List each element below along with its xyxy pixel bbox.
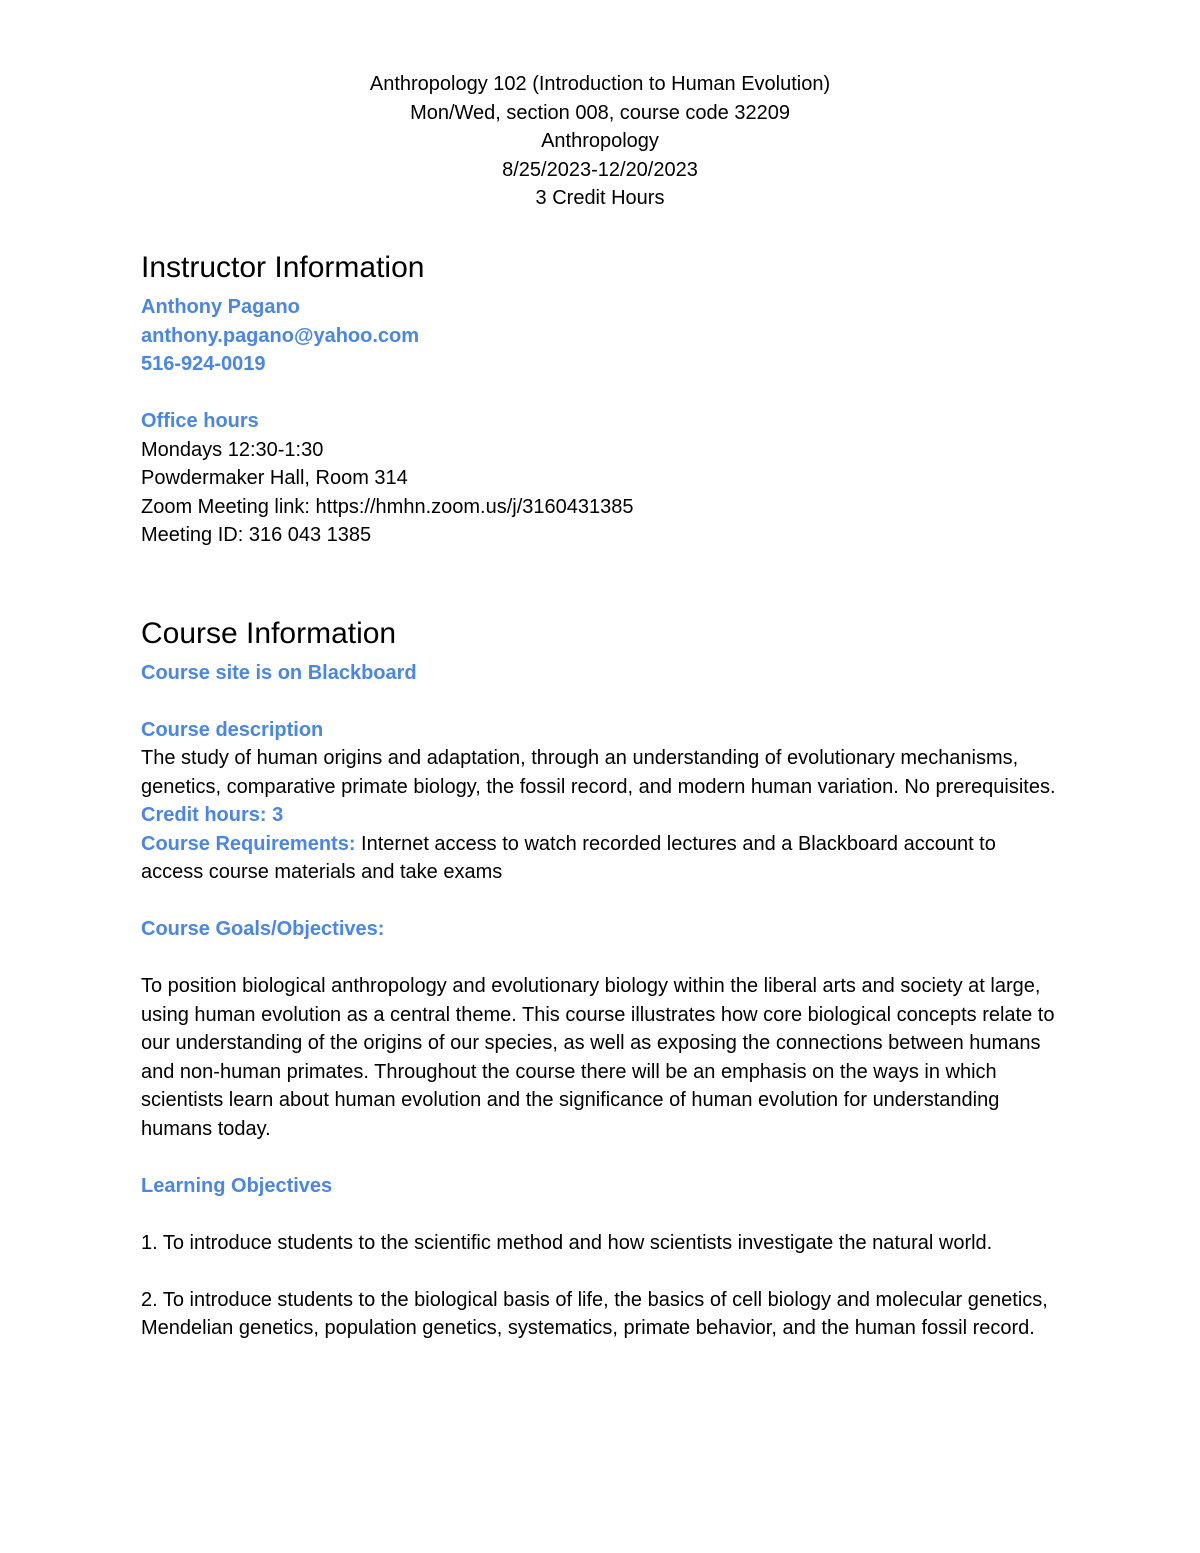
course-requirements	[141, 830, 1061, 887]
credit-hours-label: Credit hours: 3	[141, 804, 284, 826]
instructor-phone: 516-924-0019	[141, 353, 266, 375]
course-department: Anthropology	[541, 130, 659, 152]
course-title: Anthropology 102 (Introduction to Human Evolution)	[369, 73, 831, 95]
course-header	[0, 70, 1200, 213]
course-description-label: Course description	[141, 718, 324, 741]
learning-objectives-label: Learning Objectives	[141, 1174, 333, 1197]
learning-objective-item: 1. To introduce students to the scientific method and how scientists investigate the natural world.	[141, 1231, 993, 1254]
office-hours-time: Mondays 12:30-1:30	[141, 438, 324, 461]
course-goals-label: Course Goals/Objectives:	[141, 918, 385, 940]
course-dates: 8/25/2023-12/20/2023	[502, 158, 698, 181]
meeting-id: Meeting ID: 316 043 1385	[141, 524, 372, 546]
instructor-email[interactable]: anthony.pagano@yahoo.com	[141, 324, 420, 347]
course-section: Mon/Wed, section 008, course code 32209	[410, 101, 790, 124]
learning-objective-item: 2. To introduce students to the biological basis of life, the basics of cell biology and molecular genetics, Mendelian genetics, population genetics, systematics, primate behavior, and the human fossil record.	[141, 1288, 1048, 1339]
course-heading: Course Information	[141, 616, 397, 650]
instructor-heading: Instructor Information	[141, 251, 425, 284]
course-requirements-text: Internet access to watch recorded lectures and a Blackboard account to access course materials and take exams	[141, 832, 996, 883]
course-goals-text: To position biological anthropology and evolutionary biology within the liberal arts and society at large, using human evolution as a central theme. This course illustrates how core biological concepts relate to our understanding of the origins of our species, as well as exposing the connections between humans and non-human primates. Throughout the course there will be an emphasis on the ways in which scientists learn about human evolution and the significance of human evolution for understanding humans today.	[141, 975, 1055, 1140]
course-credit-hours: 3 Credit Hours	[535, 187, 665, 209]
course-requirements-label: Course Requirements:	[141, 832, 356, 855]
instructor-name: Anthony Pagano	[141, 296, 300, 318]
zoom-link[interactable]: Zoom Meeting link: https://hmhn.zoom.us/j/3160431385	[141, 495, 634, 518]
office-hours-label: Office hours	[141, 410, 259, 432]
office-location: Powdermaker Hall, Room 314	[141, 467, 408, 489]
course-site-label: Course site is on Blackboard	[141, 661, 417, 684]
document-body	[141, 248, 1061, 1343]
course-description-text: The study of human origins and adaptation, through an understanding of evolutionary mechanisms, genetics, comparative primate biology, the fossil record, and modern human variation. No prerequisites.	[141, 747, 1056, 798]
